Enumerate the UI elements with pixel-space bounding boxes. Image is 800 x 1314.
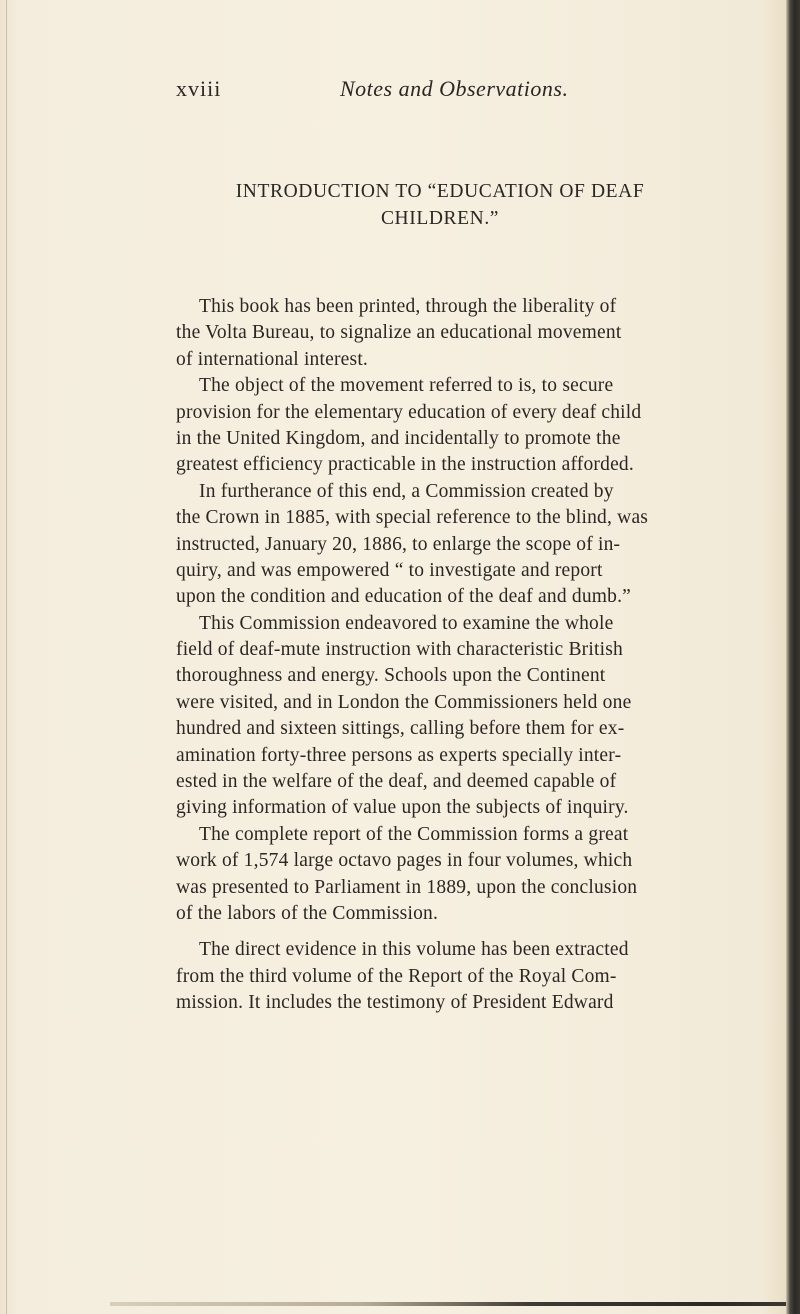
text-line: thoroughness and energy. Schools upon the Continent [176,665,606,687]
text-line: of international interest. [176,348,369,370]
text-line: the Crown in 1885, with special reference to the blind, was [176,507,649,529]
text-line: was presented to Parliament in 1889, upon the conclusion [176,876,638,898]
text-line: The complete report of the Commission forms a great [199,823,629,845]
text-line: upon the condition and education of the deaf and dumb.” [176,586,632,608]
running-head [0,76,800,106]
text-line: amination forty-three persons as experts specially inter- [176,744,622,766]
heading-line: INTRODUCTION TO “EDUCATION OF DEAF [235,181,645,202]
page-number: xviii [176,76,222,101]
text-line: field of deaf-mute instruction with characteristic British [176,639,623,661]
text-line: This Commission endeavored to examine the whole [199,612,614,634]
text-line: hundred and sixteen sittings, calling before them for ex- [176,718,625,740]
text-line: mission. It includes the testimony of President Edward [176,992,614,1014]
text-line: In furtherance of this end, a Commission created by [199,480,614,502]
text-line: from the third volume of the Report of the Royal Com- [176,965,617,987]
page-edge-right [786,0,800,1314]
section-heading [180,178,700,232]
text-line: greatest efficiency practicable in the instruction afforded. [176,454,634,476]
text-line: ested in the welfare of the deaf, and deemed capable of [176,771,617,793]
text-line: quiry, and was empowered “ to investigate and report [176,559,603,581]
paragraph-gap [176,927,716,937]
text-line: in the United Kingdom, and incidentally to promote the [176,427,621,449]
text-line: The object of the movement referred to is, to secure [199,375,614,397]
text-line: This book has been printed, through the liberality of [199,296,617,317]
text-line: of the labors of the Commission. [176,902,439,924]
text-line: work of 1,574 large octavo pages in four volumes, which [176,850,633,872]
body-text [176,294,716,1017]
running-title: Notes and Observations. [340,76,569,101]
text-line: the Volta Bureau, to signalize an educational movement [176,322,622,344]
text-line: were visited, and in London the Commissioners held one [176,691,632,713]
text-line: provision for the elementary education of every deaf child [176,401,642,423]
page-edge-bottom [110,1302,786,1306]
text-line: The direct evidence in this volume has been extracted [199,939,629,961]
page-edge-left [6,0,7,1314]
text-line: giving information of value upon the subjects of inquiry. [176,797,629,819]
text-line: instructed, January 20, 1886, to enlarge the scope of in- [176,533,621,555]
heading-line: CHILDREN.” [380,208,500,229]
